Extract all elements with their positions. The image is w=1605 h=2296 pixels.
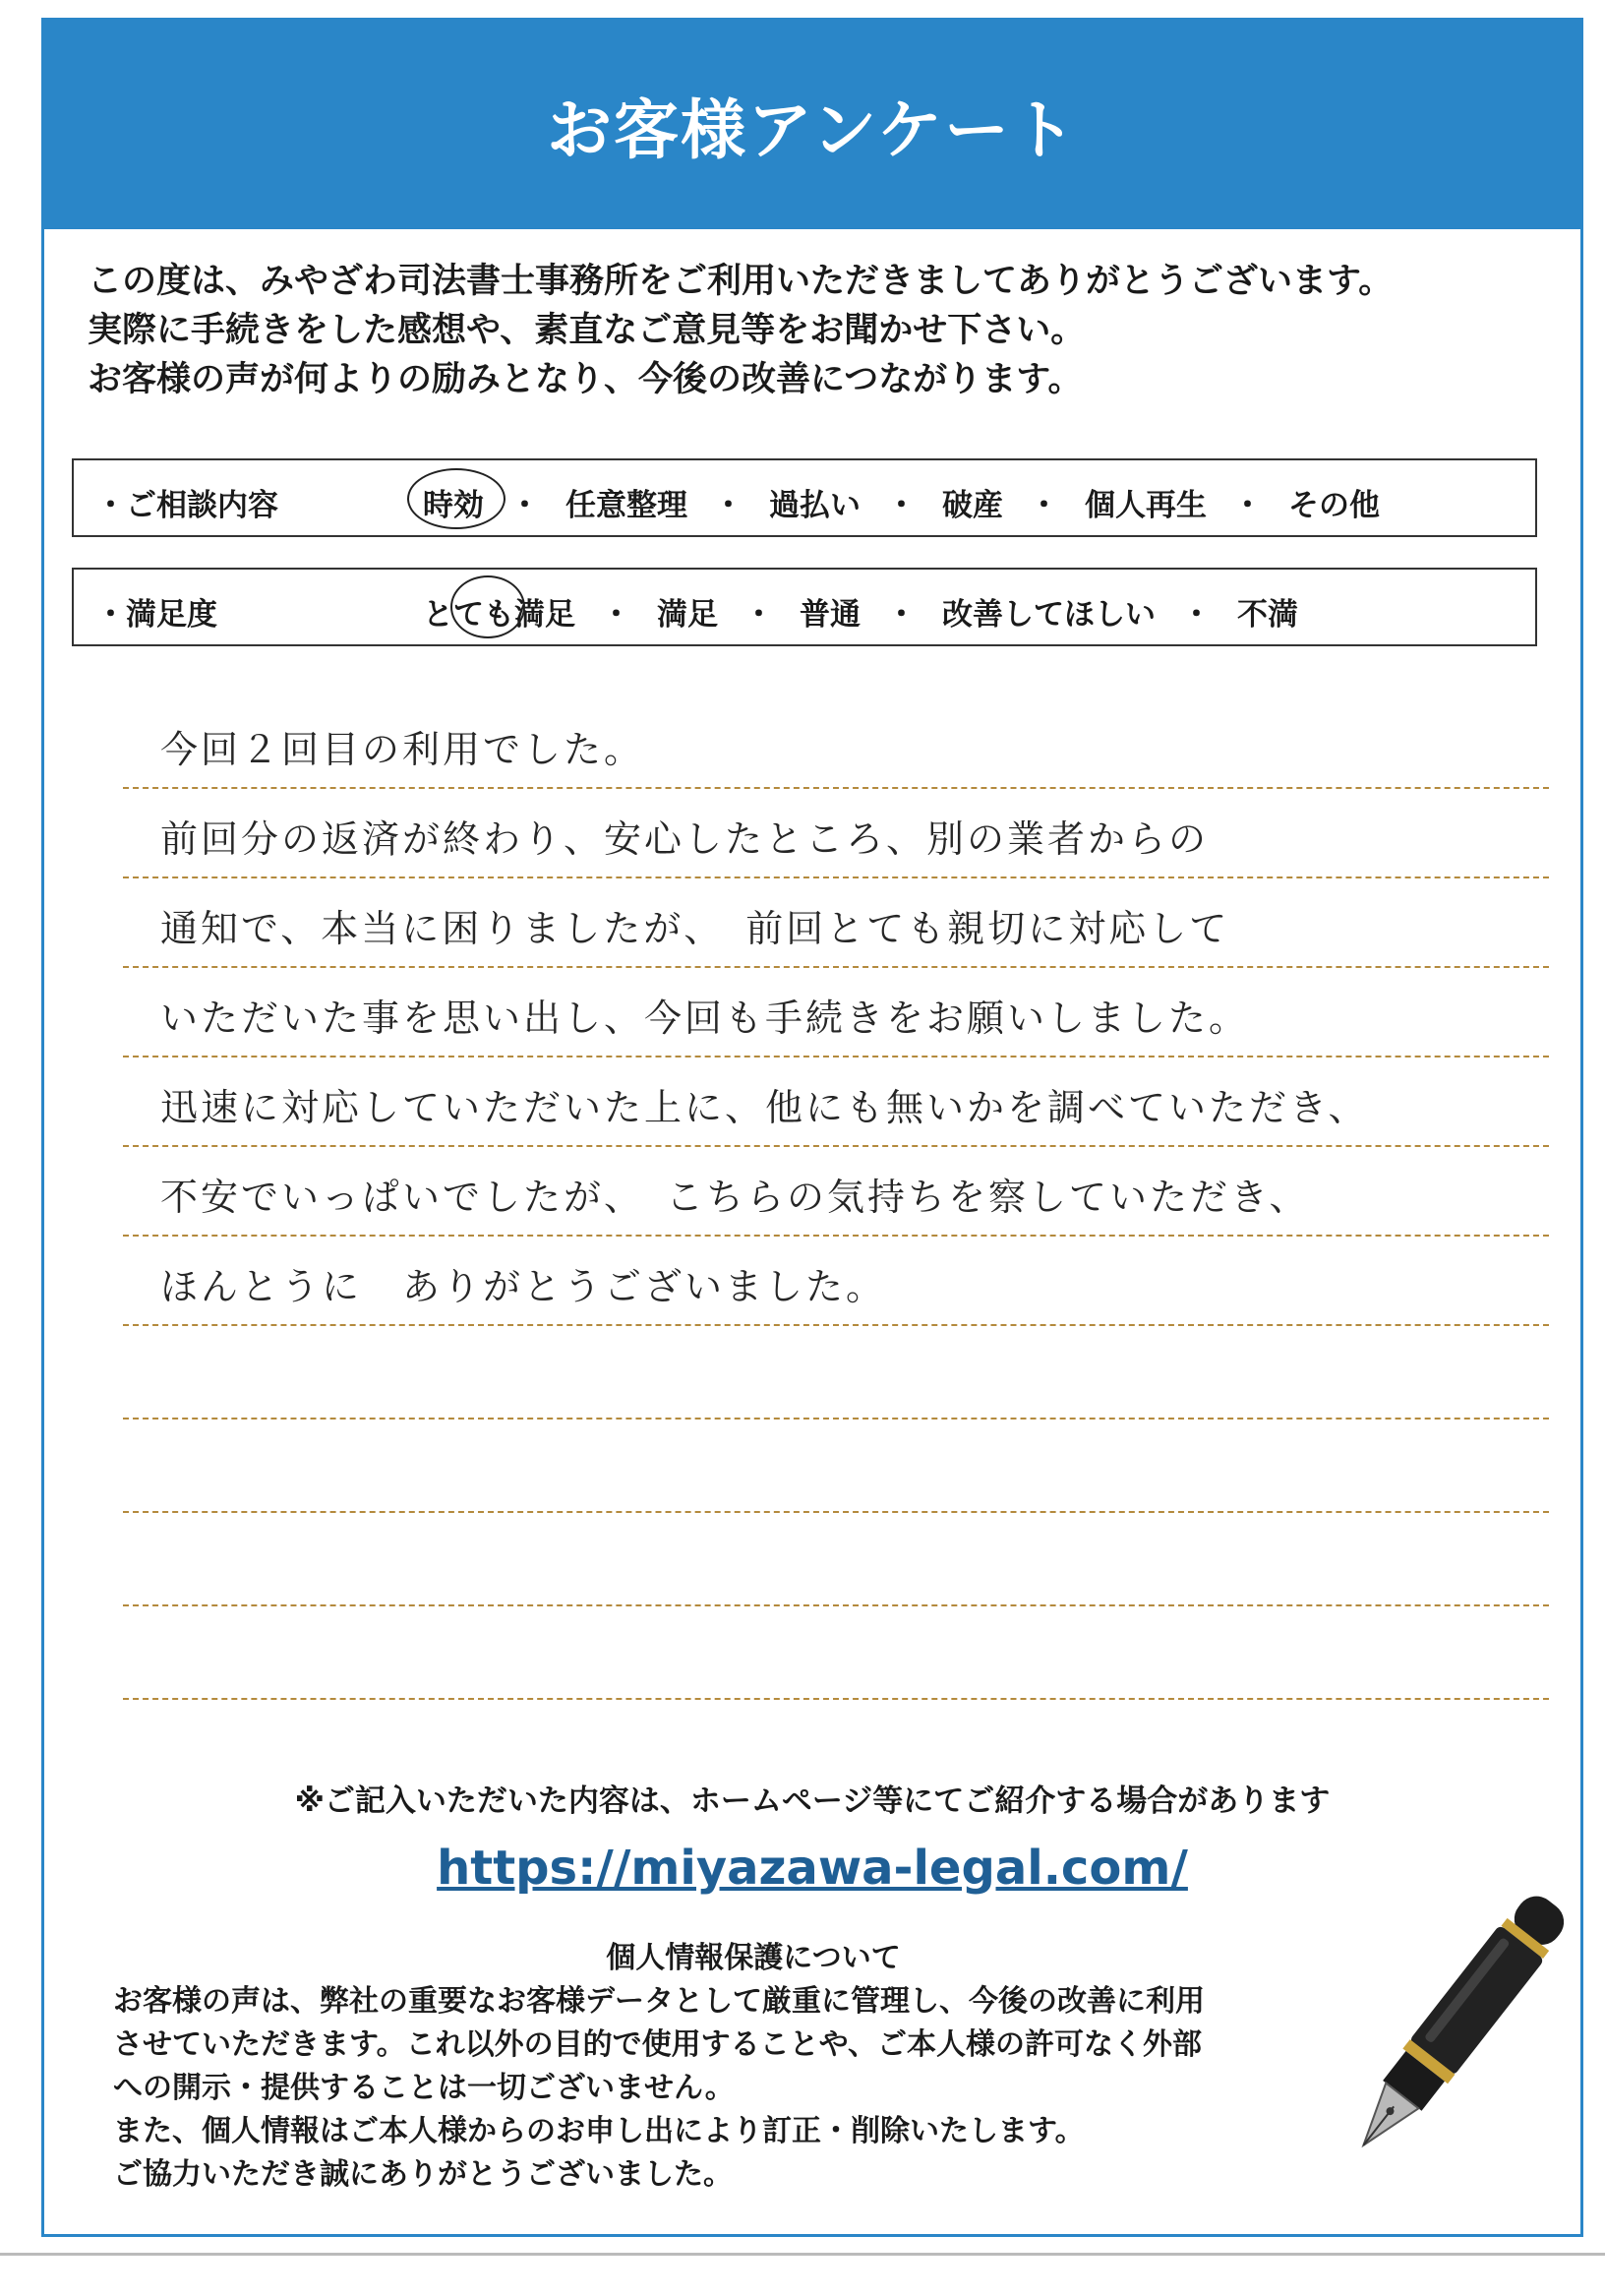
- ruled-line: [123, 1698, 1549, 1700]
- handwritten-text: 通知で、本当に困りましたが、 前回とても親切に対応して: [160, 907, 1230, 950]
- privacy-line: ご協力いただき誠にありがとうございました。: [113, 2157, 733, 2192]
- fountain-pen-icon: [1333, 1870, 1578, 2185]
- comment-row: [123, 699, 1549, 789]
- comment-area[interactable]: [123, 699, 1549, 1700]
- handwritten-text: 今回２回目の利用でした。: [160, 728, 645, 771]
- consultation-options: [423, 480, 1380, 524]
- consultation-box: [72, 458, 1537, 537]
- comment-row: [123, 1513, 1549, 1606]
- comment-row: [123, 1237, 1549, 1326]
- handwritten-text: 迅速に対応していただいた上に、他にも無いかを調べていただき、: [160, 1086, 1369, 1129]
- comment-row: [123, 789, 1549, 878]
- option-sonota[interactable]: その他: [1288, 488, 1380, 523]
- option-totemo-manzoku[interactable]: とても満足: [423, 589, 575, 634]
- privacy-title: 個人情報保護について: [606, 1941, 901, 1975]
- separator: ・: [743, 597, 774, 633]
- option-futsuu[interactable]: 普通: [800, 597, 861, 633]
- satisfaction-box: [72, 568, 1537, 646]
- privacy-text: [113, 1980, 1392, 2197]
- option-manzoku[interactable]: 満足: [657, 597, 718, 633]
- privacy-line: させていただきます。これ以外の目的で使用することや、ご本人様の許可なく外部: [113, 2027, 1202, 2062]
- intro-text: [88, 257, 1543, 404]
- separator: ・: [1232, 488, 1263, 523]
- header-banner: [44, 21, 1580, 229]
- option-fuman[interactable]: 不満: [1237, 597, 1298, 633]
- separator: ・: [1181, 597, 1212, 633]
- comment-row: [123, 1147, 1549, 1237]
- handwritten-text: いただいた事を思い出し、今回も手続きをお願いしました。: [160, 997, 1250, 1040]
- comment-row: [123, 878, 1549, 968]
- separator: ・: [1029, 488, 1059, 523]
- separator: ・: [886, 488, 917, 523]
- comment-row: [123, 1057, 1549, 1147]
- option-nini-seiri[interactable]: 任意整理: [565, 488, 687, 523]
- intro-line: 実際に手続きをした感想や、素直なご意見等をお聞かせ下さい。: [88, 311, 1086, 350]
- consultation-label: ・ご相談内容: [95, 488, 278, 523]
- intro-line: この度は、みやざわ司法書士事務所をご利用いただきましてありがとうございます。: [88, 262, 1394, 301]
- handwritten-text: ほんとうに ありがとうございました。: [160, 1265, 887, 1308]
- comment-row: [123, 1326, 1549, 1420]
- intro-line: お客様の声が何よりの励みとなり、今後の改善につながります。: [88, 360, 1083, 399]
- separator: ・: [509, 488, 540, 523]
- option-kaizen[interactable]: 改善してほしい: [942, 597, 1156, 633]
- option-jikou[interactable]: 時効: [423, 480, 484, 524]
- handwritten-text: 不安でいっぱいでしたが、 こちらの気持ちを察していただき、: [160, 1176, 1310, 1219]
- separator: ・: [886, 597, 917, 633]
- comment-row: [123, 1606, 1549, 1700]
- comment-row: [123, 1420, 1549, 1513]
- privacy-line: への開示・提供することは一切ございません。: [113, 2071, 735, 2105]
- option-kojin-saisei[interactable]: 個人再生: [1085, 488, 1207, 523]
- satisfaction-label: ・満足度: [95, 597, 217, 633]
- survey-sheet: [41, 18, 1583, 2237]
- privacy-line: また、個人情報はご本人様からのお申し出により訂正・削除いたします。: [113, 2114, 1085, 2148]
- selected-circle: [407, 468, 505, 529]
- separator: ・: [601, 597, 631, 633]
- satisfaction-options: [423, 589, 1298, 634]
- privacy-line: お客様の声は、弊社の重要なお客様データとして厳重に管理し、今後の改善に利用: [113, 1984, 1205, 2019]
- option-hasan[interactable]: 破産: [942, 488, 1003, 523]
- publication-notice: ※ご記入いただいた内容は、ホームページ等にてご紹介する場合があります: [294, 1783, 1331, 1819]
- option-kabarai[interactable]: 過払い: [769, 488, 861, 523]
- page-bottom-rule: [0, 2253, 1605, 2256]
- page-title: お客様アンケート: [546, 92, 1079, 168]
- separator: ・: [713, 488, 743, 523]
- website-link[interactable]: https://miyazawa-legal.com/: [437, 1841, 1188, 1896]
- handwritten-text: 前回分の返済が終わり、安心したところ、別の業者からの: [160, 817, 1210, 861]
- selected-circle: [450, 575, 525, 638]
- comment-row: [123, 968, 1549, 1057]
